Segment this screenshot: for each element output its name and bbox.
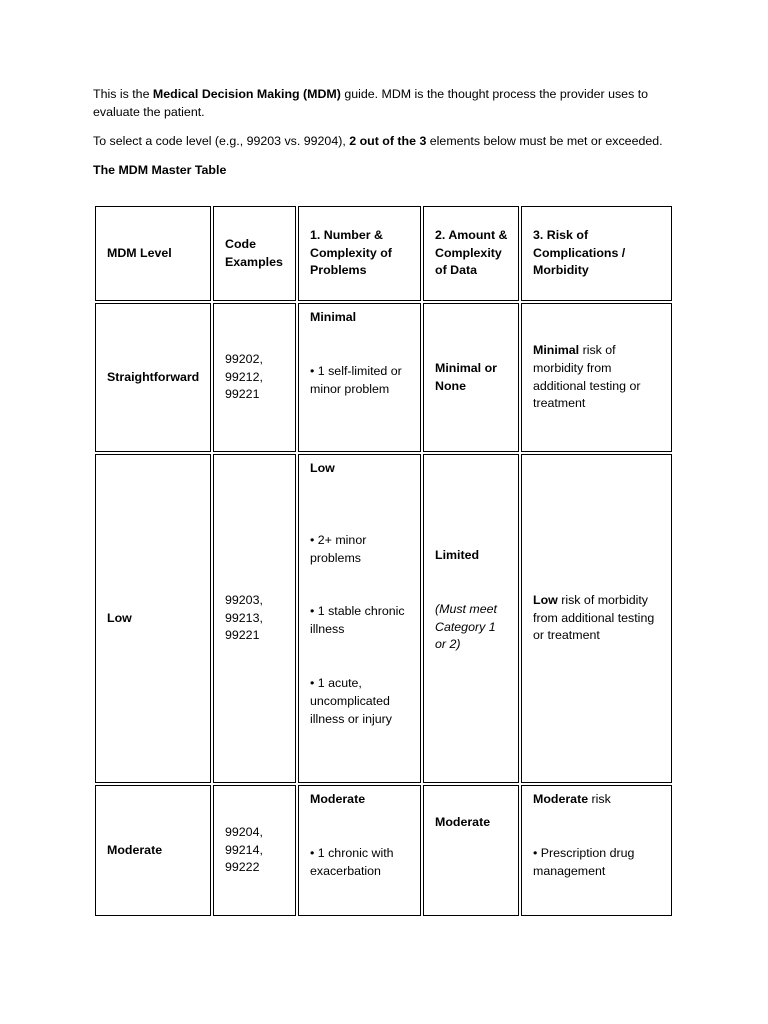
intro-paragraph <box>93 86 678 121</box>
header-label: 1. Number & Complexity of Problems <box>310 227 392 278</box>
header-mdm-level <box>95 206 211 301</box>
level-label: Moderate <box>107 842 163 857</box>
header-problems <box>298 206 421 301</box>
risk-text: risk of morbidity from additional testing or treatment <box>533 342 641 411</box>
problems-title: Low <box>310 461 335 475</box>
problems-title: Moderate <box>310 792 366 806</box>
rule-bold: 2 out of the 3 <box>349 134 427 149</box>
cell-level <box>95 303 211 452</box>
risk-bullet: • Prescription drug management <box>533 845 635 878</box>
risk-text: risk of morbidity from additional testing or treatment <box>533 592 655 643</box>
rule-paragraph <box>93 133 678 151</box>
header-code-examples <box>213 206 296 301</box>
intro-text: This is the <box>93 87 153 101</box>
table-row <box>95 303 672 452</box>
header-risk <box>521 206 672 301</box>
problem-bullet: • 1 self-limited or minor problem <box>310 363 402 396</box>
intro-bold-term: Medical Decision Making (MDM) <box>152 87 341 101</box>
risk-text: risk <box>588 792 611 806</box>
table-header-row <box>95 206 672 301</box>
risk-level: Minimal <box>533 342 580 357</box>
cell-level <box>95 454 211 783</box>
problem-bullet: • 1 acute, uncomplicated illness or injury <box>310 675 392 726</box>
problem-bullet: • 1 stable chronic illness <box>310 604 405 637</box>
data-note: (Must meet Category 1 or 2) <box>435 601 497 652</box>
rule-text-cont: elements below must be met or exceeded. <box>426 134 663 149</box>
data-level: Minimal or None <box>435 360 497 393</box>
cell-risk <box>521 454 672 783</box>
cell-level <box>95 785 211 916</box>
cell-risk <box>521 785 672 916</box>
level-label: Low <box>107 610 132 625</box>
intro-text-cont: guide. MDM is the thought process the provider uses to evaluate the patient. <box>93 87 649 119</box>
header-label: 3. Risk of Complications / Morbidity <box>533 227 626 278</box>
risk-level: Low <box>533 592 558 607</box>
cell-problems <box>298 454 421 783</box>
table-row <box>95 785 672 916</box>
header-data <box>423 206 519 301</box>
problem-bullet: • 2+ minor problems <box>310 532 367 565</box>
cell-data <box>423 785 519 916</box>
header-label: Code Examples <box>225 236 283 269</box>
cell-problems <box>298 303 421 452</box>
cell-codes: 99203, 99213, 99221 <box>213 454 296 783</box>
risk-level: Moderate <box>533 792 589 806</box>
data-level: Limited <box>435 547 480 562</box>
table-heading: The MDM Master Table <box>93 162 227 177</box>
cell-codes: 99204, 99214, 99222 <box>213 785 296 916</box>
cell-risk <box>521 303 672 452</box>
level-label: Straightforward <box>107 369 200 384</box>
document-body <box>93 86 678 191</box>
cell-data <box>423 454 519 783</box>
mdm-master-table <box>93 204 674 918</box>
problems-title: Minimal <box>310 310 357 324</box>
cell-data <box>423 303 519 452</box>
problem-bullet: • 1 chronic with exacerbation <box>310 845 394 878</box>
data-level: Moderate <box>435 815 491 829</box>
header-label: 2. Amount & Complexity of Data <box>435 227 508 278</box>
table-row <box>95 454 672 783</box>
cell-codes: 99202, 99212, 99221 <box>213 303 296 452</box>
rule-text: To select a code level (e.g., 99203 vs. 99204), <box>93 134 350 149</box>
cell-problems <box>298 785 421 916</box>
header-label: MDM Level <box>107 245 172 260</box>
